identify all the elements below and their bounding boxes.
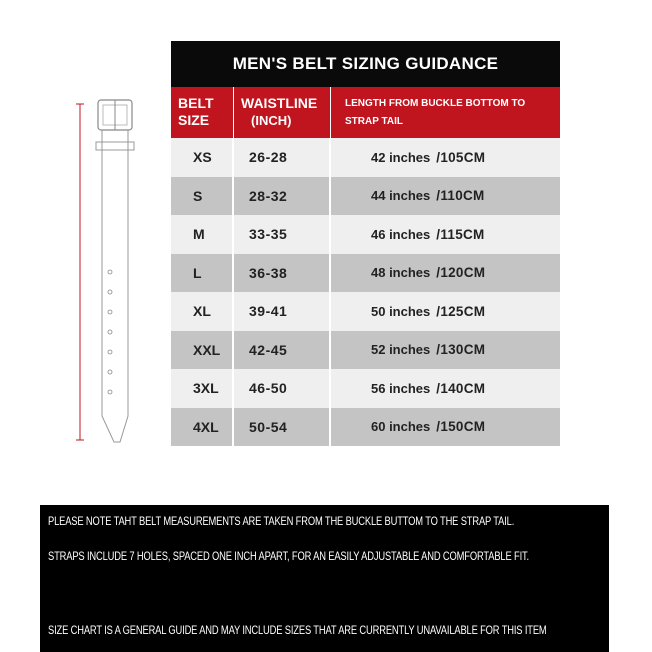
table-row [171,331,560,370]
cell-length-inches: 46 inches [371,226,431,242]
table-row [171,177,560,216]
cell-waist: 33-35 [234,215,331,254]
cell-length [331,138,560,177]
cell-size: L [171,254,234,293]
cell-length [331,177,560,216]
table-row [171,254,560,293]
header-belt-size-line2: SIZE [178,112,210,128]
header-belt-size [171,87,234,138]
table-row [171,408,560,447]
cell-waist: 46-50 [234,369,331,408]
belt-hole [108,390,112,394]
cell-length [331,369,560,408]
cell-size: 3XL [171,369,234,408]
chart-title: MEN'S BELT SIZING GUIDANCE [171,41,560,87]
note-disclaimer: SIZE CHART IS A GENERAL GUIDE AND MAY INCLUDE SIZES THAT ARE CURRENTLY UNAVAILABLE FOR THIS ITEM [48,623,547,637]
header-length [331,87,560,138]
belt-strap [102,130,128,442]
header-waistline-line2: (INCH) [251,113,292,128]
cell-length-inches: 56 inches [371,380,431,396]
belt-hole [108,330,112,334]
cell-length-inches: 44 inches [371,188,431,204]
cell-size: 4XL [171,408,234,447]
table-row [171,292,560,331]
table-row [171,138,560,177]
cell-length-inches: 52 inches [371,342,431,358]
cell-length-cm: /105CM [436,149,486,165]
belt-hole [108,350,112,354]
cell-waist: 36-38 [234,254,331,293]
belt-hole [108,270,112,274]
note-measurement: PLEASE NOTE TAHT BELT MEASUREMENTS ARE TAKEN FROM THE BUCKLE BUTTOM TO THE STRAP TAIL. [48,514,515,528]
cell-size: XS [171,138,234,177]
cell-length [331,331,560,370]
belt-icon [70,96,140,448]
cell-size: M [171,215,234,254]
table-row [171,369,560,408]
header-waistline-line1: WAISTLINE [241,95,318,111]
notes-panel [40,505,609,652]
belt-hole [108,370,112,374]
cell-size: XL [171,292,234,331]
header-length-line2: STRAP TAIL [345,116,403,127]
cell-waist: 28-32 [234,177,331,216]
cell-length-cm: /150CM [436,419,486,435]
cell-length-inches: 60 inches [371,419,431,435]
header-row [171,87,560,138]
cell-length-cm: /125CM [436,303,486,319]
table-row [171,215,560,254]
cell-length-cm: /130CM [436,342,486,358]
cell-size: S [171,177,234,216]
cell-length-cm: /110CM [436,188,485,204]
note-holes: STRAPS INCLUDE 7 HOLES, SPACED ONE INCH APART, FOR AN EASILY ADJUSTABLE AND COMFORTABLE FIT. [48,549,529,563]
cell-length-inches: 50 inches [371,303,431,319]
cell-waist: 42-45 [234,331,331,370]
header-belt-size-line1: BELT [178,95,214,111]
cell-length-cm: /115CM [436,226,485,242]
cell-length-inches: 42 inches [371,149,431,165]
cell-waist: 26-28 [234,138,331,177]
cell-length [331,215,560,254]
belt-hole [108,290,112,294]
cell-length [331,408,560,447]
belt-hole [108,310,112,314]
belt-illustration [70,96,140,448]
cell-length [331,254,560,293]
cell-length-inches: 48 inches [371,265,431,281]
cell-length [331,292,560,331]
header-waistline [234,87,331,138]
cell-waist: 39-41 [234,292,331,331]
cell-waist: 50-54 [234,408,331,447]
sizing-chart [171,41,560,446]
header-length-line1: LENGTH FROM BUCKLE BOTTOM TO [345,98,526,109]
cell-size: XXL [171,331,234,370]
cell-length-cm: /120CM [436,265,486,281]
cell-length-cm: /140CM [436,380,486,396]
